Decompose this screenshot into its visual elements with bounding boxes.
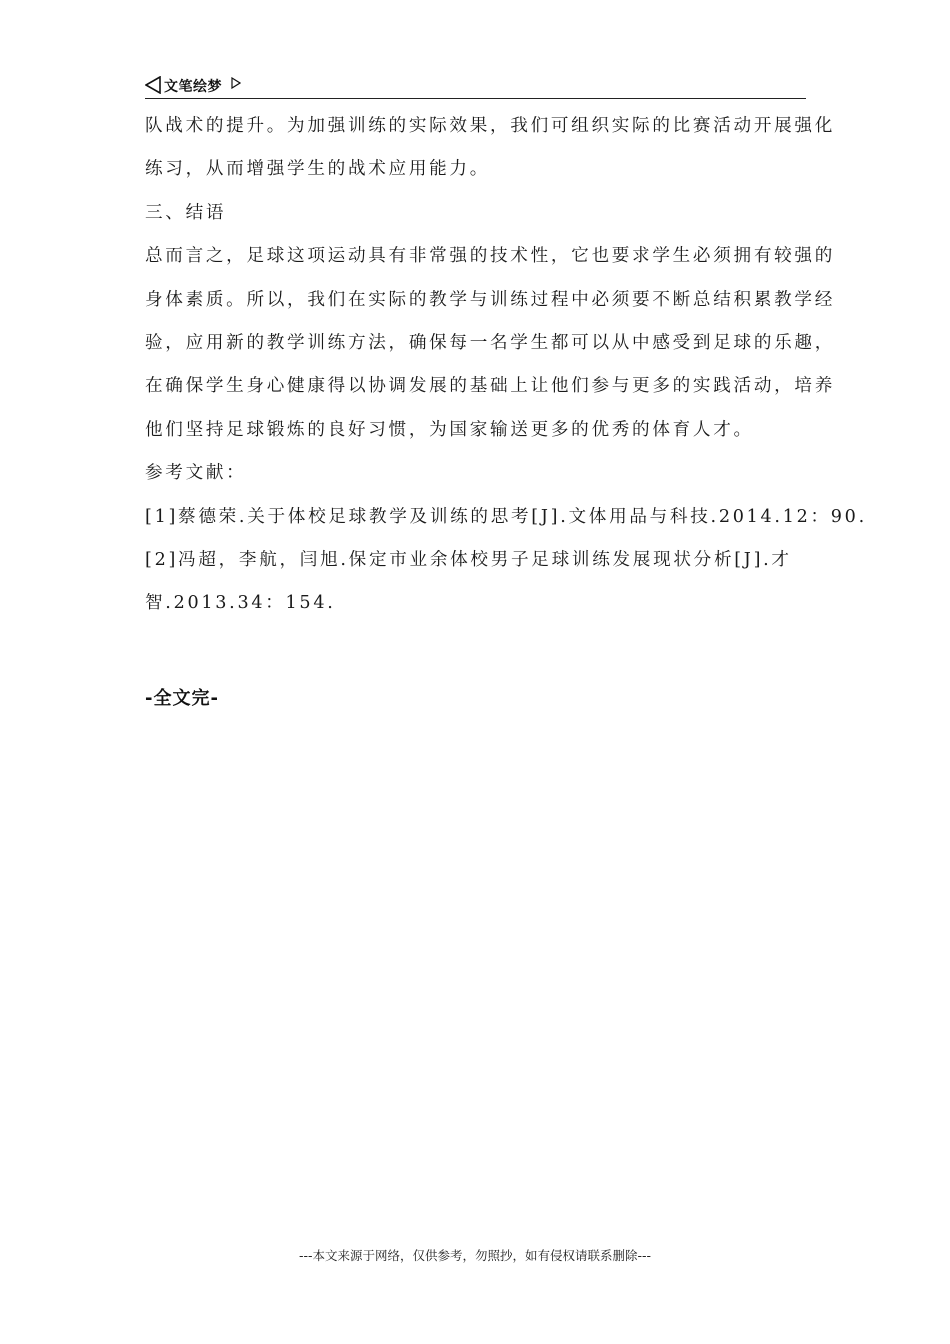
body-text [145,109,867,630]
references-heading: 参考文献： [145,463,247,484]
body-line: 队战术的提升。为加强训练的实际效果，我们可组织实际的比赛活动开展强化 [145,116,835,136]
end-mark: -全文完- [145,688,219,709]
reference-item-continuation: 智.2013.34：154. [145,593,336,614]
body-line: 在确保学生身心健康得以协调发展的基础上让他们参与更多的实践活动，培养 [145,376,835,397]
body-line: 验，应用新的教学训练方法，确保每一名学生都可以从中感受到足球的乐趣， [145,332,835,353]
right-triangle-icon [231,77,241,89]
page-footer: ---本文来源于网络，仅供参考，勿照抄，如有侵权请联系删除--- [298,1248,652,1263]
reference-item: [1]蔡德荣.关于体校足球教学及训练的思考[J].文体用品与科技.2014.12：90. [145,506,867,527]
section-heading: 三、结语 [145,202,227,223]
header-title: 文笔绘梦 [164,79,222,95]
reference-item: [2]冯超，李航，闫旭.保定市业余体校男子足球训练发展现状分析[J].才 [145,549,792,570]
body-line: 身体素质。所以，我们在实际的教学与训练过程中必须要不断总结积累教学经 [145,289,835,310]
body-line: 总而言之，足球这项运动具有非常强的技术性，它也要求学生必须拥有较强的 [145,246,835,267]
left-triangle-icon [145,76,161,94]
body-line: 练习，从而增强学生的战术应用能力。 [145,159,490,180]
body-line: 他们坚持足球锻炼的良好习惯，为国家输送更多的优秀的体育人才。 [145,419,754,440]
page-header [145,74,806,99]
